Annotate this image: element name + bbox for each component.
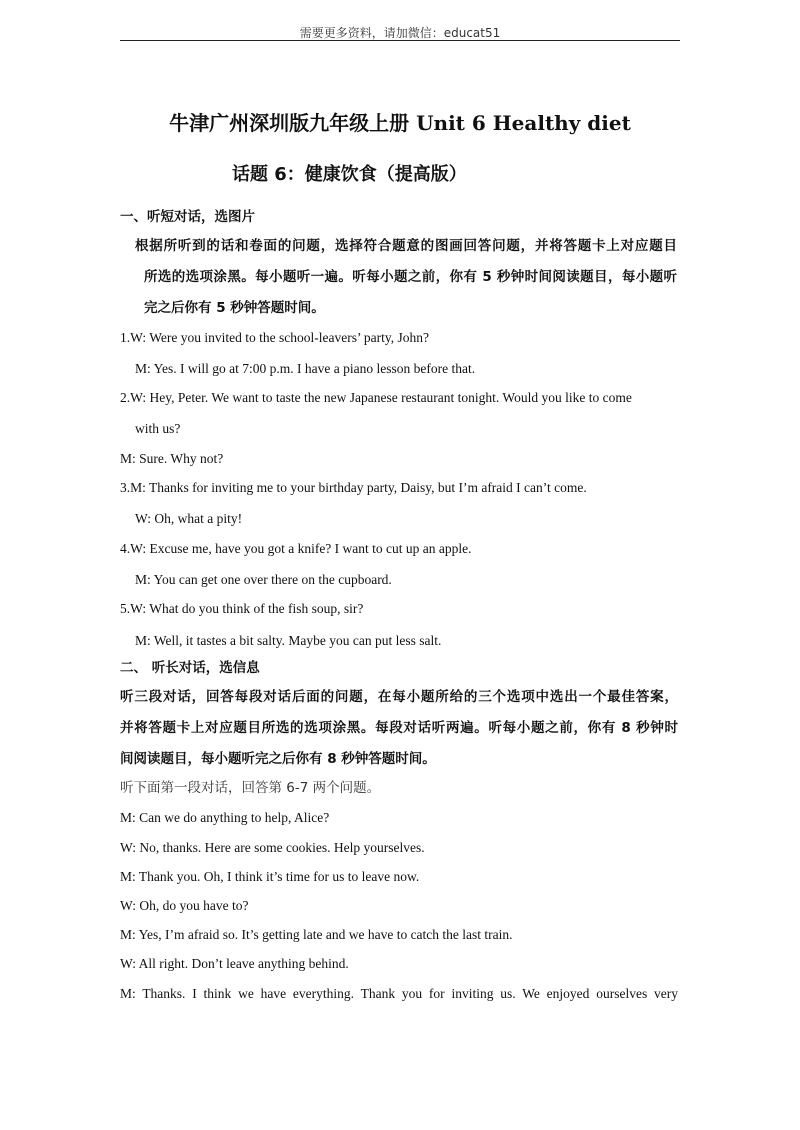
dialogue-line: W: No, thanks. Here are some cookies. Help yourselves. [120, 840, 425, 855]
dialogue-line: 5.W: What do you think of the fish soup, sir? [120, 601, 364, 616]
dialogue-line: with us? [135, 421, 181, 436]
dialogue-line: W: Oh, what a pity! [135, 511, 243, 526]
section2-instruction-line: 间阅读题目，每小题听完之后你有 8 秒钟答题时间。 [120, 751, 436, 767]
dialogue-line: M: Thanks. I think we have everything. Thank you for inviting us. We enjoyed ourselves very [120, 986, 678, 1001]
dialogue-line: 4.W: Excuse me, have you got a knife? I want to cut up an apple. [120, 541, 472, 556]
dialogue-line: W: All right. Don’t leave anything behind. [120, 956, 349, 971]
section1-instruction-line: 所选的选项涂黑。每小题听一遍。听每小题之前，你有 5 秒钟时间阅读题目，每小题听 [144, 269, 677, 285]
section1-instruction-line: 根据所听到的话和卷面的问题，选择符合题意的图画回答问题，并将答题卡上对应题目 [135, 238, 677, 254]
section1-heading: 一、听短对话，选图片 [120, 209, 255, 225]
dialogue-line: W: Oh, do you have to? [120, 898, 249, 913]
dialogue-line: M: Can we do anything to help, Alice? [120, 810, 330, 825]
dialogue-line: M: Thank you. Oh, I think it’s time for us to leave now. [120, 869, 420, 884]
dialogue-line: M: Yes, I’m afraid so. It’s getting late and we have to catch the last train. [120, 927, 513, 942]
section2-heading: 二、 听长对话，选信息 [120, 660, 260, 676]
section1-instruction-line: 完之后你有 5 秒钟答题时间。 [144, 300, 325, 316]
section2-sub-instruction: 听下面第一段对话，回答第 6-7 两个问题。 [120, 780, 381, 796]
dialogue-line: M: You can get one over there on the cupboard. [135, 572, 392, 587]
dialogue-line: M: Sure. Why not? [120, 451, 224, 466]
dialogue-line: 2.W: Hey, Peter. We want to taste the new Japanese restaurant tonight. Would you like to come [120, 390, 632, 405]
dialogue-line: 3.M: Thanks for inviting me to your birthday party, Daisy, but I’m afraid I can’t come. [120, 480, 587, 495]
document-subtitle: 话题 6：健康饮食（提高版） [232, 164, 467, 185]
header-divider [120, 40, 680, 41]
dialogue-line: M: Yes. I will go at 7:00 p.m. I have a piano lesson before that. [135, 361, 476, 376]
section2-instruction-line: 并将答题卡上对应题目所选的选项涂黑。每段对话听两遍。听每小题之前，你有 8 秒钟时 [120, 720, 678, 736]
dialogue-line: 1.W: Were you invited to the school-leavers’ party, John? [120, 330, 429, 345]
document-title: 牛津广州深圳版九年级上册 Unit 6 Healthy diet [169, 111, 631, 135]
header-text: 需要更多资料，请加微信：educat51 [299, 26, 501, 40]
dialogue-line: M: Well, it tastes a bit salty. Maybe you can put less salt. [135, 633, 442, 648]
section2-instruction-line: 听三段对话，回答每段对话后面的问题，在每小题所给的三个选项中选出一个最佳答案， [120, 689, 678, 705]
